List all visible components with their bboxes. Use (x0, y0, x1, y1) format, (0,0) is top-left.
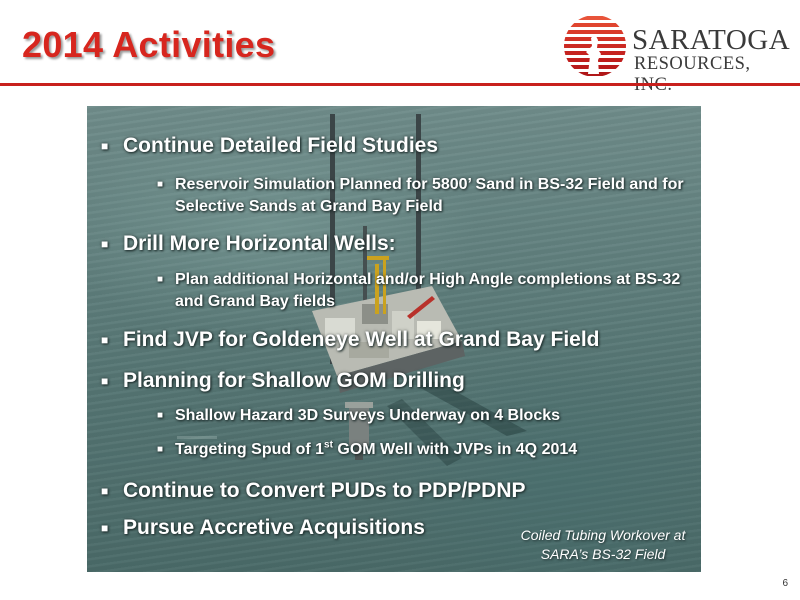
sub-bullet-item (155, 439, 695, 461)
slide-title: 2014 Activities (22, 24, 276, 65)
offshore-rig-photo (87, 106, 701, 572)
bullet-text: Continue Detailed Field Studies (123, 134, 439, 157)
bullet-item (97, 327, 701, 353)
square-bullet-icon: ■ (157, 444, 164, 455)
page-number: 6 (782, 578, 788, 589)
square-bullet-icon: ■ (157, 410, 164, 421)
bullet-text: Pursue Accretive Acquisitions (123, 516, 425, 539)
sub-bullet-text: Reservoir Simulation Planned for 5800’ Sand in BS-32 Field and for Selective Sands at Grand Bay Field (175, 176, 684, 215)
bullet-text: Planning for Shallow GOM Drilling (123, 369, 465, 392)
saratoga-sun-logo-icon (562, 12, 630, 80)
sub-bullet-item (155, 269, 695, 313)
bullet-item (97, 231, 701, 257)
square-bullet-icon: ■ (101, 521, 109, 535)
square-bullet-icon: ■ (101, 484, 109, 498)
sub-bullet-text: Shallow Hazard 3D Surveys Underway on 4 Blocks (175, 407, 561, 424)
title-divider (0, 83, 800, 86)
bullet-text: Drill More Horizontal Wells: (123, 232, 396, 255)
photo-caption (507, 526, 699, 564)
bullet-item (97, 133, 701, 159)
square-bullet-icon: ■ (157, 179, 164, 190)
square-bullet-icon: ■ (101, 237, 109, 251)
sub-bullet-item (155, 405, 695, 427)
bullet-item (97, 478, 701, 504)
bullet-text: Find JVP for Goldeneye Well at Grand Bay Field (123, 328, 600, 351)
caption-line-2: SARA’s BS-32 Field (540, 546, 666, 562)
square-bullet-icon: ■ (157, 274, 164, 285)
square-bullet-icon: ■ (101, 333, 109, 347)
caption-line-1: Coiled Tubing Workover at (520, 527, 686, 543)
sub-bullet-item (155, 174, 695, 218)
bullet-text: Continue to Convert PUDs to PDP/PDNP (123, 479, 526, 502)
logo-wordmark: SARATOGA (632, 24, 791, 56)
logo-subtitle: RESOURCES, (634, 54, 751, 74)
square-bullet-icon: ■ (101, 139, 109, 153)
bullet-item (97, 368, 701, 394)
sub-bullet-text: Plan additional Horizontal and/or High Angle completions at BS-32 and Grand Bay fields (175, 271, 681, 310)
sub-bullet-text: Targeting Spud of 1st GOM Well with JVPs in 4Q 2014 (175, 439, 578, 458)
company-logo (562, 12, 792, 80)
square-bullet-icon: ■ (101, 374, 109, 388)
